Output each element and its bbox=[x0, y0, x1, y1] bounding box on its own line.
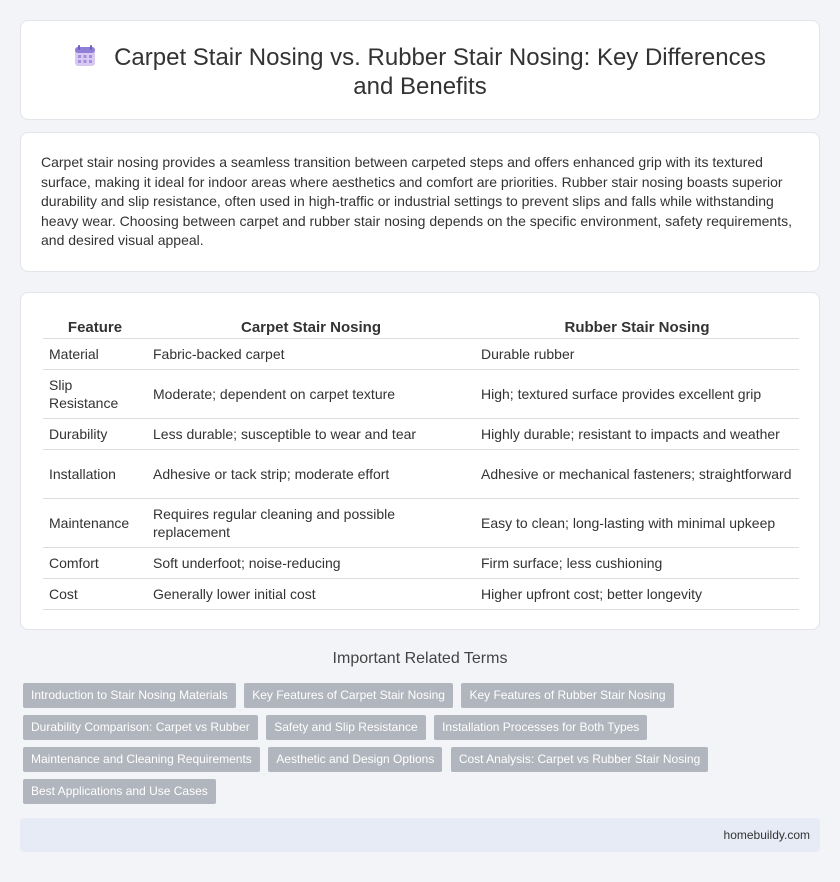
footer bbox=[20, 818, 820, 852]
term-tag[interactable]: Installation Processes for Both Types bbox=[434, 715, 647, 740]
row-feature: Durability bbox=[43, 419, 147, 450]
header-feature: Feature bbox=[43, 311, 147, 339]
row-feature: Material bbox=[43, 339, 147, 370]
term-tag[interactable]: Key Features of Carpet Stair Nosing bbox=[244, 683, 453, 708]
row-feature: Cost bbox=[43, 579, 147, 610]
row-rubber: Durable rubber bbox=[475, 339, 799, 370]
calendar-icon bbox=[74, 45, 96, 67]
row-feature: Installation bbox=[43, 450, 147, 499]
row-rubber: Highly durable; resistant to impacts and weather bbox=[475, 419, 799, 450]
term-tag[interactable]: Maintenance and Cleaning Requirements bbox=[23, 747, 260, 772]
row-carpet: Generally lower initial cost bbox=[147, 579, 475, 610]
footer-site[interactable]: homebuildy.com bbox=[723, 828, 810, 842]
header-rubber: Rubber Stair Nosing bbox=[475, 311, 799, 339]
page-title-row bbox=[21, 43, 819, 101]
intro-card bbox=[20, 132, 820, 272]
table-row bbox=[43, 370, 799, 419]
row-feature: Slip Resistance bbox=[43, 370, 147, 419]
table-row bbox=[43, 548, 799, 579]
header-card bbox=[20, 20, 820, 120]
comparison-card bbox=[20, 292, 820, 630]
related-terms-list bbox=[23, 683, 823, 811]
table-row bbox=[43, 450, 799, 499]
row-rubber: Adhesive or mechanical fasteners; straightforward bbox=[475, 450, 799, 499]
comparison-table bbox=[43, 311, 799, 610]
row-carpet: Soft underfoot; noise-reducing bbox=[147, 548, 475, 579]
row-rubber: Firm surface; less cushioning bbox=[475, 548, 799, 579]
row-carpet: Fabric-backed carpet bbox=[147, 339, 475, 370]
intro-paragraph: Carpet stair nosing provides a seamless transition between carpeted steps and offers enhanced grip with its textured surface, making it ideal for indoor areas where aesthetics and comfort are priorities. Rubber stair nosing boasts superior durability and slip resistance, often used in high-traffic or industrial settings to prevent slips and falls while withstanding heavy wear. Choosing between carpet and rubber stair nosing depends on the specific environment, safety requirements, and desired visual appeal. bbox=[41, 154, 792, 249]
term-tag[interactable]: Best Applications and Use Cases bbox=[23, 779, 216, 804]
table-row bbox=[43, 419, 799, 450]
table-row bbox=[43, 499, 799, 548]
row-rubber: Higher upfront cost; better longevity bbox=[475, 579, 799, 610]
table-row bbox=[43, 579, 799, 610]
term-tag[interactable]: Durability Comparison: Carpet vs Rubber bbox=[23, 715, 258, 740]
table-row bbox=[43, 339, 799, 370]
row-carpet: Moderate; dependent on carpet texture bbox=[147, 370, 475, 419]
term-tag[interactable]: Key Features of Rubber Stair Nosing bbox=[461, 683, 673, 708]
row-carpet: Less durable; susceptible to wear and tear bbox=[147, 419, 475, 450]
header-carpet: Carpet Stair Nosing bbox=[147, 311, 475, 339]
term-tag[interactable]: Aesthetic and Design Options bbox=[268, 747, 442, 772]
term-tag[interactable]: Introduction to Stair Nosing Materials bbox=[23, 683, 236, 708]
term-tag[interactable]: Safety and Slip Resistance bbox=[266, 715, 425, 740]
row-feature: Comfort bbox=[43, 548, 147, 579]
page-title: Carpet Stair Nosing vs. Rubber Stair Nosing: Key Differences and Benefits bbox=[114, 44, 766, 100]
row-carpet: Requires regular cleaning and possible replacement bbox=[147, 499, 475, 548]
row-carpet: Adhesive or tack strip; moderate effort bbox=[147, 450, 475, 499]
row-rubber: High; textured surface provides excellent grip bbox=[475, 370, 799, 419]
related-terms-heading: Important Related Terms bbox=[332, 650, 508, 667]
row-rubber: Easy to clean; long-lasting with minimal upkeep bbox=[475, 499, 799, 548]
table-header-row bbox=[43, 311, 799, 339]
row-feature: Maintenance bbox=[43, 499, 147, 548]
term-tag[interactable]: Cost Analysis: Carpet vs Rubber Stair Nosing bbox=[451, 747, 708, 772]
